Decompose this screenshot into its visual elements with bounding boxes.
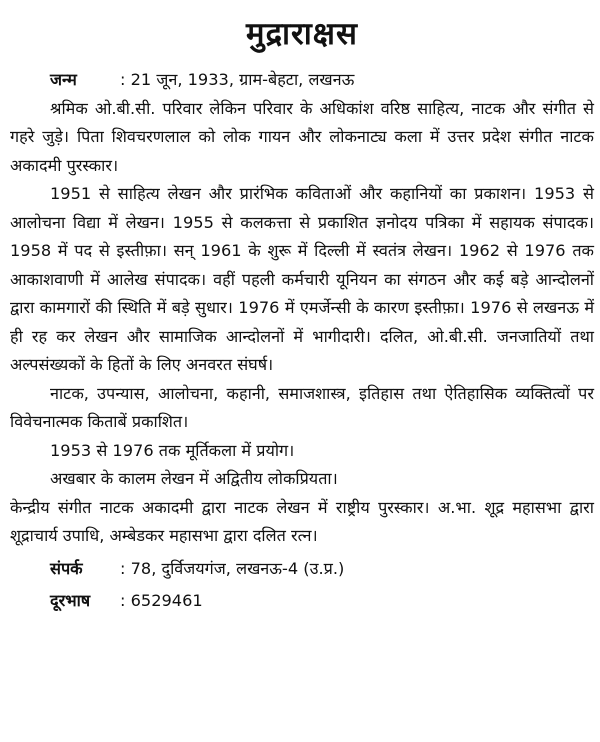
paragraph-publications: नाटक, उपन्यास, आलोचना, कहानी, समाजशास्त्र, इतिहास तथा ऐतिहासिक व्यक्तित्वों पर विवेचनात्मक किताबें प्रकाशित। xyxy=(10,383,594,431)
paragraph-awards: केन्द्रीय संगीत नाटक अकादमी द्वारा नाटक लेखन में राष्ट्रीय पुरस्कार। अ.भा. शूद्र महासभा द्वारा शूद्राचार्य उपाधि, अम्बेडकर महासभा द्वारा दलित रत्न। xyxy=(10,497,594,545)
page-title: मुद्राराक्षस xyxy=(246,16,358,52)
phone-line xyxy=(10,587,594,616)
birth-line xyxy=(10,66,594,95)
paragraph-family: श्रमिक ओ.बी.सी. परिवार लेकिन परिवार के अधिकांश वरिष्ठ साहित्य, नाटक और संगीत से गहरे जुड़े। पिता शिवचरणलाल को लोक गायन और लोकनाट्य कला में उत्तर प्रदेश संगीत नाटक अकादमी पुरस्कार। xyxy=(10,98,594,175)
birth-value: : 21 जून, 1933, ग्राम-बेहटा, लखनऊ xyxy=(120,70,355,89)
contact-value: : 78, दुर्विजयगंज, लखनऊ-4 (उ.प्र.) xyxy=(120,558,345,578)
phone-value: : 6529461 xyxy=(120,591,203,610)
paragraph-career: 1951 से साहित्य लेखन और प्रारंभिक कविताओं और कहानियों का प्रकाशन। 1953 से आलोचना विद्या में लेखन। 1955 से कलकत्ता से प्रकाशित ज्ञनोदय पत्रिका में सहायक संपादक। 1958 में पद से इस्तीफ़ा। सन् 1961 के शुरू में दिल्ली में स्वतंत्र लेखन। 1962 से 1976 तक आकाशवाणी में आलेख संपादक। वहीं पहली कर्मचारी यूनियन का संगठन और कई बड़े आन्दोलनों द्वारा कामगारों की स्थिति में बड़े सुधार। 1976 में एमर्जेन्सी के कारण इस्तीफ़ा। 1976 से लखनऊ में ही रह कर लेखन और सामाजिक आन्दोलनों में भागीदारी। दलित, ओ.बी.सी. जनजातियों तथा अल्पसंख्यकों के हितों के लिए अनवरत संघर्ष। xyxy=(10,184,594,374)
contact-line xyxy=(10,555,594,584)
contact-label: संपर्क xyxy=(50,558,83,578)
paragraph-column: अखबार के कालम लेखन में अद्वितीय लोकप्रियता। xyxy=(50,469,338,488)
birth-label: जन्म xyxy=(50,70,77,89)
phone-label: दूरभाष xyxy=(50,591,91,610)
biography-body xyxy=(10,66,594,616)
paragraph-sculpture: 1953 से 1976 तक मूर्तिकला में प्रयोग। xyxy=(50,440,295,460)
